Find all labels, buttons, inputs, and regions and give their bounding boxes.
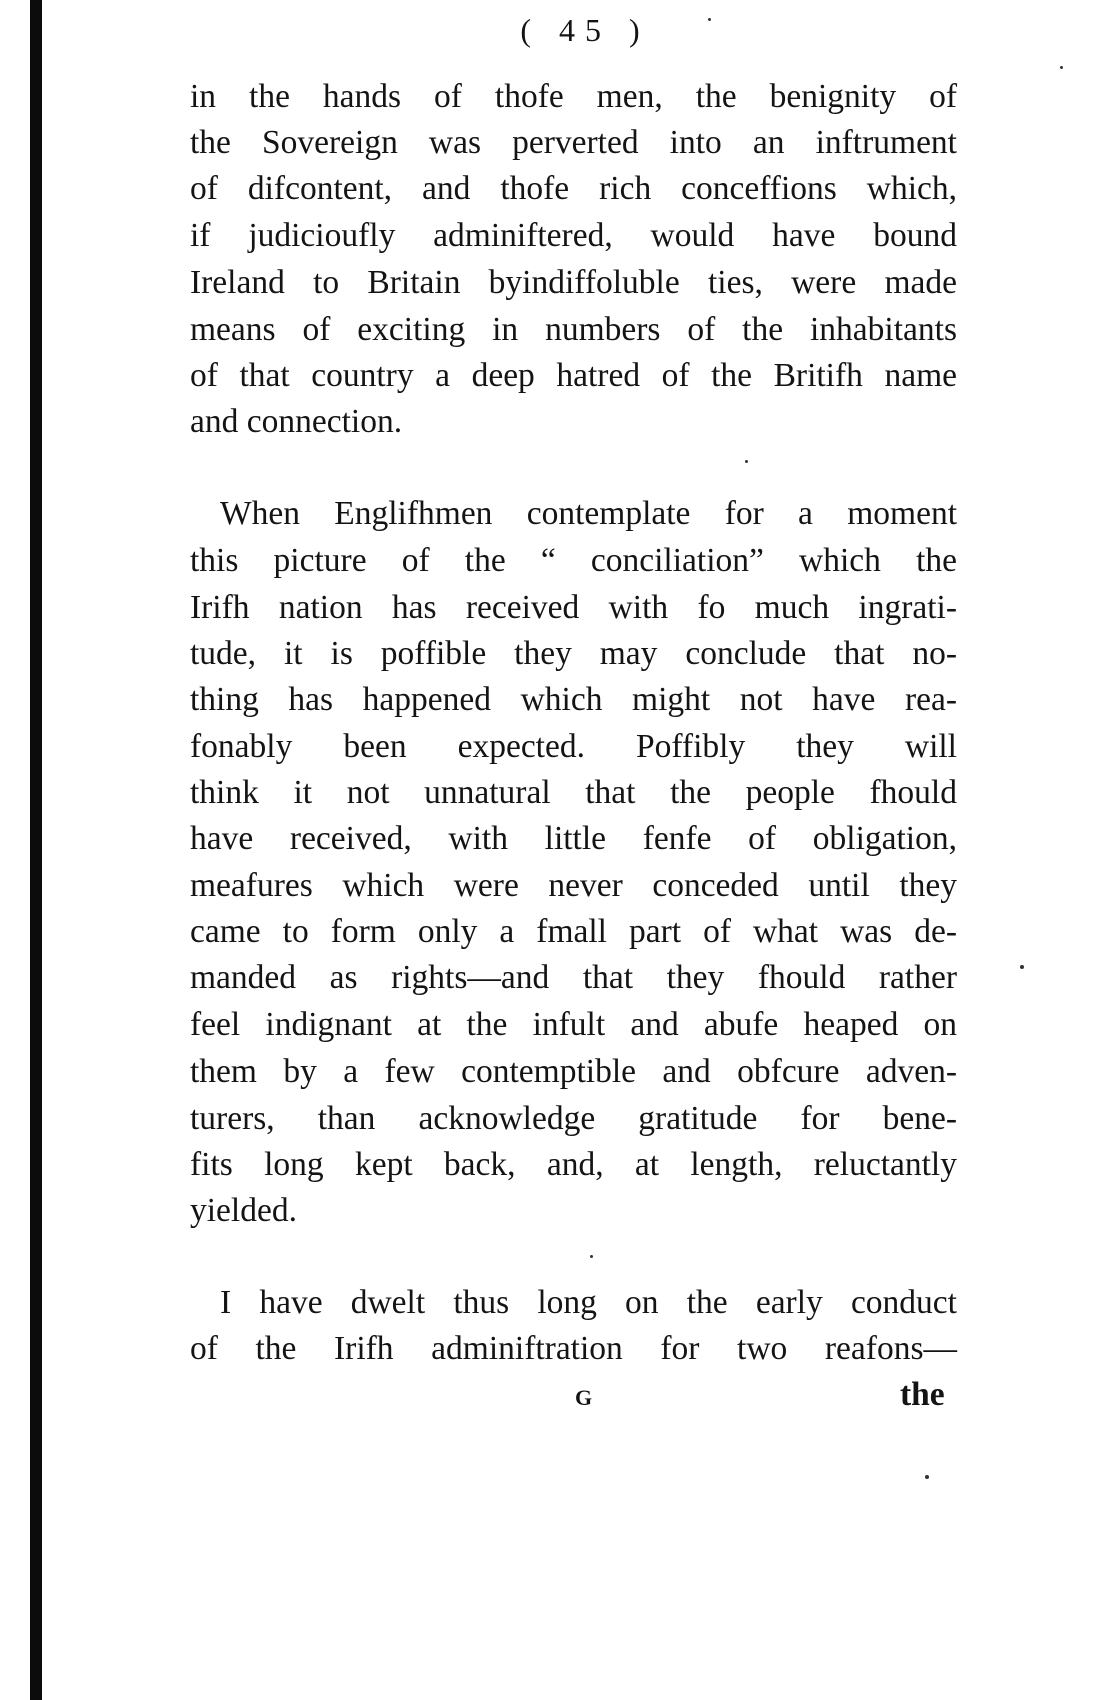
text-line: of the Irifh adminiftration for two reafons— bbox=[190, 1330, 957, 1367]
text-line: Ireland to Britain byindiffoluble ties, were made bbox=[190, 264, 957, 301]
catchword: the bbox=[900, 1376, 945, 1413]
text-line: have received, with little fenfe of obligation, bbox=[190, 820, 957, 857]
text-line: and connection. bbox=[190, 403, 403, 440]
paper-speck bbox=[925, 1475, 929, 1479]
text-line: When Englifhmen contemplate for a moment bbox=[220, 495, 957, 532]
text-line: yielded. bbox=[190, 1192, 297, 1229]
text-line: of difcontent, and thofe rich conceffions which, bbox=[190, 170, 957, 207]
paper-speck bbox=[1020, 965, 1024, 969]
text-line: I have dwelt thus long on the early conduct bbox=[220, 1284, 957, 1321]
paper-speck bbox=[745, 460, 748, 463]
paper-speck bbox=[708, 18, 711, 21]
text-line: thing has happened which might not have rea- bbox=[190, 681, 957, 718]
text-line: fits long kept back, and, at length, reluctantly bbox=[190, 1146, 957, 1183]
page-number: ( 45 ) bbox=[520, 12, 650, 48]
text-line: if judicioufly adminiftered, would have bound bbox=[190, 217, 957, 254]
paper-speck bbox=[590, 1255, 593, 1258]
text-line: fonably been expected. Poffibly they will bbox=[190, 728, 957, 765]
text-line: meafures which were never conceded until they bbox=[190, 867, 957, 904]
text-line: the Sovereign was perverted into an inftrument bbox=[190, 124, 957, 161]
text-line: Irifh nation has received with fo much ingrati- bbox=[190, 589, 957, 626]
text-line: means of exciting in numbers of the inhabitants bbox=[190, 311, 957, 348]
text-line: of that country a deep hatred of the Britifh name bbox=[190, 357, 957, 394]
text-line: tude, it is poffible they may conclude that no- bbox=[190, 635, 957, 672]
signature-mark: G bbox=[575, 1385, 593, 1410]
binding-edge bbox=[30, 0, 42, 1700]
text-line: this picture of the “ conciliation” which the bbox=[190, 542, 957, 579]
text-line: feel indignant at the infult and abufe heaped on bbox=[190, 1006, 957, 1043]
text-line: manded as rights—and that they fhould rather bbox=[190, 959, 957, 996]
text-line: them by a few contemptible and obfcure adven- bbox=[190, 1053, 957, 1090]
text-line: in the hands of thofe men, the benignity of bbox=[190, 78, 957, 115]
text-line: came to form only a fmall part of what was de- bbox=[190, 913, 957, 950]
text-line: think it not unnatural that the people fhould bbox=[190, 774, 957, 811]
paper-speck bbox=[1060, 66, 1063, 69]
text-line: turers, than acknowledge gratitude for bene- bbox=[190, 1100, 957, 1137]
